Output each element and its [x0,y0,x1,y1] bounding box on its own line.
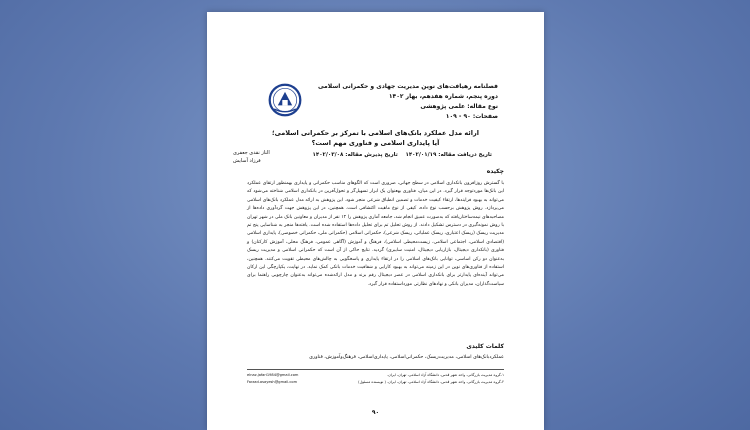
footnote-2 [247,379,504,386]
article-title [247,128,504,148]
keywords-body: عملکردبانک‌های اسلامی، مدیریت‌ریسک، حکمرانی‌اسلامی، پایداری‌اسلامی، فرهنگ‌وآموزش، فناوری [309,355,504,360]
title-line-2: آیا پایداری اسلامی و فناوری مهم است؟ [311,139,440,147]
journal-issue: دوره پنجم، شماره هفدهم، بهار ۱۴۰۲ [388,93,498,100]
abstract-body: با گسترش روزافزون بانکداری اسلامی در سطح جهانی، ضروری است که الگوهای مناسب حکمرانی و پایداری بهمنظور ارتقای عملکرد این بانک‌ها موردتوجه قرار گیرد. در این میان، فناوری بهعنوان یک ابزار تسهیل‌گر و تحول‌آفرین در بانکداری اسلامی شناخته می‌شود که می‌تواند به بهبود فرایندها، ارتقاء کیفیت خدمات و تضمین انطباق شرعی منجر شود. این پژوهش به ارائه مدل عملکرد بانک‌های اسلامی می‌پردازد. روش پژوهش برحسب نوع داده، کیفی از نوع ماهیت اکتشافی است. همچنین، در این پژوهش جهت گردآوری داده‌ها از مصاحبه‌های نیمه‌ساختاریافته که به‌صورت عمیق انجام شد، جامعه آماری پژوهش را ۱۲ نفر از مدیران و معاونین بانک ملی در شهر تهران با روش نمونه‌گیری در دسترس تشکیل دادند. از روش تحلیل تم برای تحلیل داده‌ها استفاده شده است. یافته‌ها منجر به شناسایی پنج تم مدیریت ریسک (ریسک اعتباری، ریسک عملیاتی، ریسک شرعی)، حکمرانی اسلامی (حکمرانی ملی، حکمرانی خصوصی)، پایداری اسلامی (اقتصادی اسلامی، اجتماعی اسلامی، زیست‌محیطی اسلامی)، فرهنگ و آموزش (آگاهی عمومی، فرهنگ محلی، آموزش کارکنان) و فناوری (بانکداری دیجیتال، بازاریابی دیجیتال، امنیت سایبری) گردید. نتایج حاکی از آن است که حکمرانی اسلامی و مدیریت ریسک به‌عنوان دو رکن اساسی، توانایی بانک‌های اسلامی را در ارتقاء پایداری و پاسخگویی به چالش‌های محیطی تقویت می‌کنند. همچنین، استفاده از فناوری‌های نوین در این زمینه می‌تواند به بهبود کارایی و شفافیت خدمات بانکی کمک نماید. در نهایت، یکپارچگی این ارکان می‌تواند آینده‌ای پایدارتر برای بانکداری اسلامی در عصر دیجیتال رقم بزند و مدل ارائه‌شده می‌تواند به‌عنوان چارچوبی راهنما برای سیاست‌گذاران، مدیران بانکی و نهادهای نظارتی مورداستفاده قرار گیرد. [247,181,505,287]
keywords-heading: کلمات کلیدی [466,343,504,350]
page-number: ۹۰ [371,409,380,416]
footnote-1-email: elnaz.jafari1984@gmail.com [247,373,299,377]
footnote-1 [247,372,504,379]
accepted-date: تاریخ پذیرش مقاله: ۱۴۰۲/۰۳/۰۸ [312,152,398,158]
footnotes [247,372,504,386]
footnote-divider [247,369,504,370]
journal-name: فصلنامه رهیافت‌های نوین مدیریت جهادی و حکمرانی اسلامی [317,83,498,90]
article-dates [312,152,492,158]
article-type: نوع مقاله: علمی پژوهشی [420,103,498,110]
abstract-heading: چکیده [486,168,504,175]
university-emblem-icon [267,82,303,118]
author-2: فرزاد آسایش [233,158,261,164]
journal-header [308,82,498,122]
footnote-1-text: ۱-گروه مدیریت بازرگانی، واحد شهر قدس، دانشگاه آزاد اسلامی، تهران، ایران. [387,373,504,377]
title-line-1: ارائه مدل عملکرد بانک‌های اسلامی با تمرکز بر حکمرانی اسلامی؛ [272,129,479,137]
author-1: الناز نقدی جعفری [233,150,270,156]
footnote-2-email: Farzad.asayesh@gmail.com [247,380,298,384]
page-range: صفحات: ۹۰ - ۱۰۹ [445,113,498,120]
authors [233,149,270,165]
footnote-2-text: ۲-گروه مدیریت بازرگانی، واحد شهر قدس، دانشگاه آزاد اسلامی، تهران، ایران. ( نویسنده مسئول) [358,380,504,384]
document-page [207,12,544,430]
received-date: تاریخ دریافت مقاله: ۱۴۰۲/۰۱/۱۹ [405,152,492,158]
